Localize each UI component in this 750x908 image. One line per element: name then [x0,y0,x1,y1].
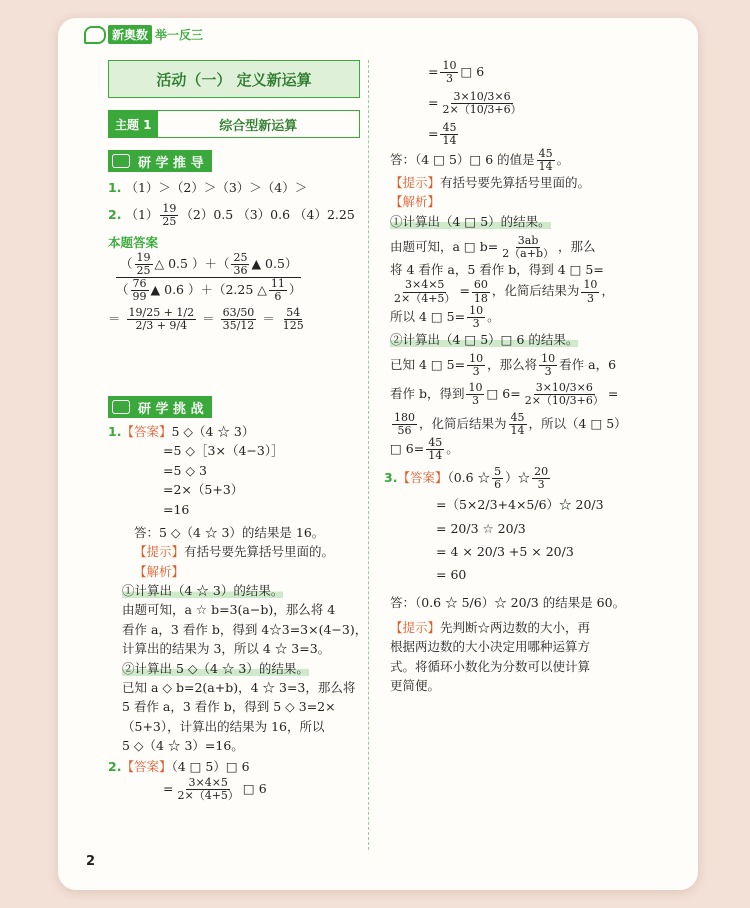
text: （1） [125,207,159,223]
complex-fraction: （ $\frac{19}{25}$ △ 0.5̇ ）＋（ $\frac{25}{36}$ ▲ 0.5） （ $\frac{76}{99}$ ▲ 0.6̇ ）＋（2.25 △ $\frac{11}{6}$ ） [116,250,302,304]
column-divider [368,60,369,850]
section-challenge-label: 研 学 挑 战 [138,401,204,417]
pencil-icon [112,400,130,414]
section-derive-label: 研 学 推 导 [138,155,204,171]
derive-line-1: （1）＞（2）＞（3）＞（4）＞ [125,180,308,195]
page-number: 2 [86,854,96,869]
book-logo-icon [84,26,106,44]
theme-bar [108,110,360,138]
answer-title: 本题答案 [108,234,159,250]
section-derive [108,150,212,172]
page-title: 活动（一） 定义新运算 [108,60,360,98]
q2-continued: = $\frac{10}{3}$ □ 6 = $\frac{3\times 10/3\times 6}{2\times(10/3+6)}$ = $\frac{45}{14}$ 答：（4 □ 5）□ 6 的值是 $\frac{45}{14}$ 。 【提示】有括号要先算括号里面的。 【解析】 ①计算出（4 □ 5）的结果。 由题可知，a □ b= $\frac{3ab}{2(a+b)}$ ，那么 将 4 看作 a，5 看作 b，得到 4 □ 5= $\frac{3\times 4\times 5}{2\times(4+5)}$ = $\frac{60}{18}$ ，化简后结果为 $\frac{10}{3}$ ， 所以 4 □ 5= $\frac{10}{3}$ 。 ②计算出（4 □ 5）□ 6 的结果。 已知 4 □ 5= $\frac{10}{3}$ ，那么将 $\frac{10}{3}$ 看作 a，6 看作 b，得到 $\frac{10}{3}$ □ 6= $\frac{3\times 10/3\times 6}{2\times(10/3+6)}$ = $\frac{180}{56}$ ，化简后结果为 $\frac{45}{14}$ ，所以（4 □ 5） □ 6= $\frac{45}{14}$ 。 3.【答案】（0.6̇ ☆ $\frac{5}{6}$ ）☆ $\frac{20}{3}$ =（5×2/3+4×5/6）☆ 20/3 = 20/3 ☆ 20/3 = 4 × 20/3 +5 × 20/3 = 60 答：（0.6̇ ☆ 5/6）☆ 20/3 的结果是 60。 【提示】先判断☆两边数的大小，再 根据两边数的大小决定用哪种运算方 式。将循环小数化为分数可以使计算 更简便。 [384,59,627,694]
text: （2）0.5 （3）0.6̇ （4）2.25 [180,207,355,223]
section-challenge [108,396,212,418]
derive-result: ＝ $\frac{19/25 + 1/2}{2/3 + 9/4}$ ＝ $\frac{63/50}{35/12}$ ＝ $\frac{54}{125}$ [108,306,304,333]
brand-name: 新奥数 [108,25,152,44]
theme-badge: 主题 1 [109,111,158,137]
book-page [58,18,698,890]
q-number: 2. [108,207,122,223]
q1-block: 1.【答案】5 ◇（4 ☆ 3） =5 ◇［3×（4−3）］ =5 ◇ 3 =2×（5+3） =16 答：5 ◇（4 ☆ 3）的结果是 16。 【提示】有括号要先算括号里面的。 【解析】 ①计算出（4 ☆ 3）的结果。 由题可知，a ☆ b=3(a−b)，那么将 4 看作 a，3 看作 b，得到 4☆3=3×(4−3)， 计算出的结果为 3，所以 4 ☆ 3=3。 ②计算出 5 ◇（4 ☆ 3）的结果。 已知 a ◇ b=2(a+b)，4 ☆ 3=3，那么将 5 看作 a，3 看作 b，得到 5 ◇ 3=2× （5+3），计算出的结果为 16，所以 5 ◇（4 ☆ 3）=16。 2.【答案】（4 □ 5）□ 6 = $\frac{3\times 4\times 5}{2\times(4+5)}$ □ 6 [108,424,368,802]
fraction: $\frac{19}{25}$ [162,202,177,229]
theme-name: 综合型新运算 [219,118,298,134]
network-icon [112,154,130,168]
q-number: 1. [108,180,122,195]
brand [84,25,203,44]
brand-series: 举一反三 [155,28,204,42]
derive-block [108,178,355,333]
